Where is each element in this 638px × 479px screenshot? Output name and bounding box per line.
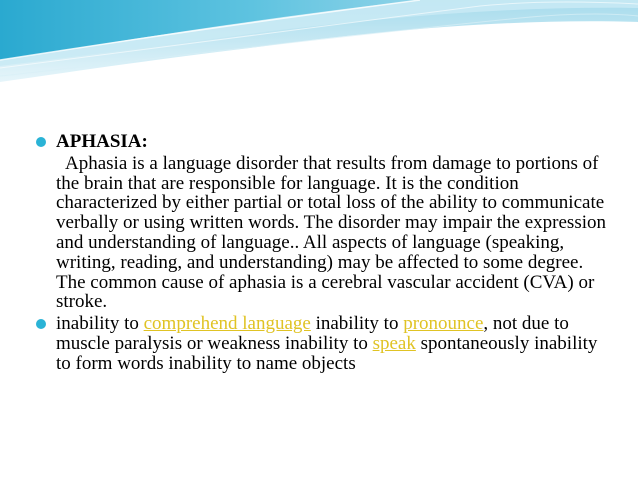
speak-link[interactable]: speak <box>372 332 416 354</box>
symptoms-text-part: spontaneously inability to form words inability to name objects <box>56 332 598 374</box>
comprehend-language-link[interactable]: comprehend language <box>143 313 311 335</box>
slide-content <box>34 132 614 374</box>
bullet-symptoms <box>34 314 614 373</box>
bullet-dot-icon <box>36 319 46 329</box>
symptoms-text-part: inability to <box>310 313 404 335</box>
pronounce-link[interactable]: pronounce <box>403 313 484 335</box>
section-heading: APHASIA: <box>56 131 148 152</box>
bullet-aphasia-definition <box>34 132 614 312</box>
symptoms-text-part: , not due to muscle paralysis or weakness inability to <box>56 313 569 354</box>
symptoms-text <box>56 314 614 373</box>
bullet-dot-icon <box>36 137 46 147</box>
symptoms-text-part: inability to <box>56 313 144 335</box>
wave-decoration <box>0 0 638 110</box>
definition-paragraph: Aphasia is a language disorder that results from damage to portions of the brain that are responsible for language. It is the condition characterized by either partial or total loss of the ability to communicate verbally or using written words. The disorder may impair the expression and understanding of language.. All aspects of language (speaking, writing, reading, and understanding) may be affected to some degree. The common cause of aphasia is a cerebral vascular accident (CVA) or stroke. <box>56 152 606 313</box>
